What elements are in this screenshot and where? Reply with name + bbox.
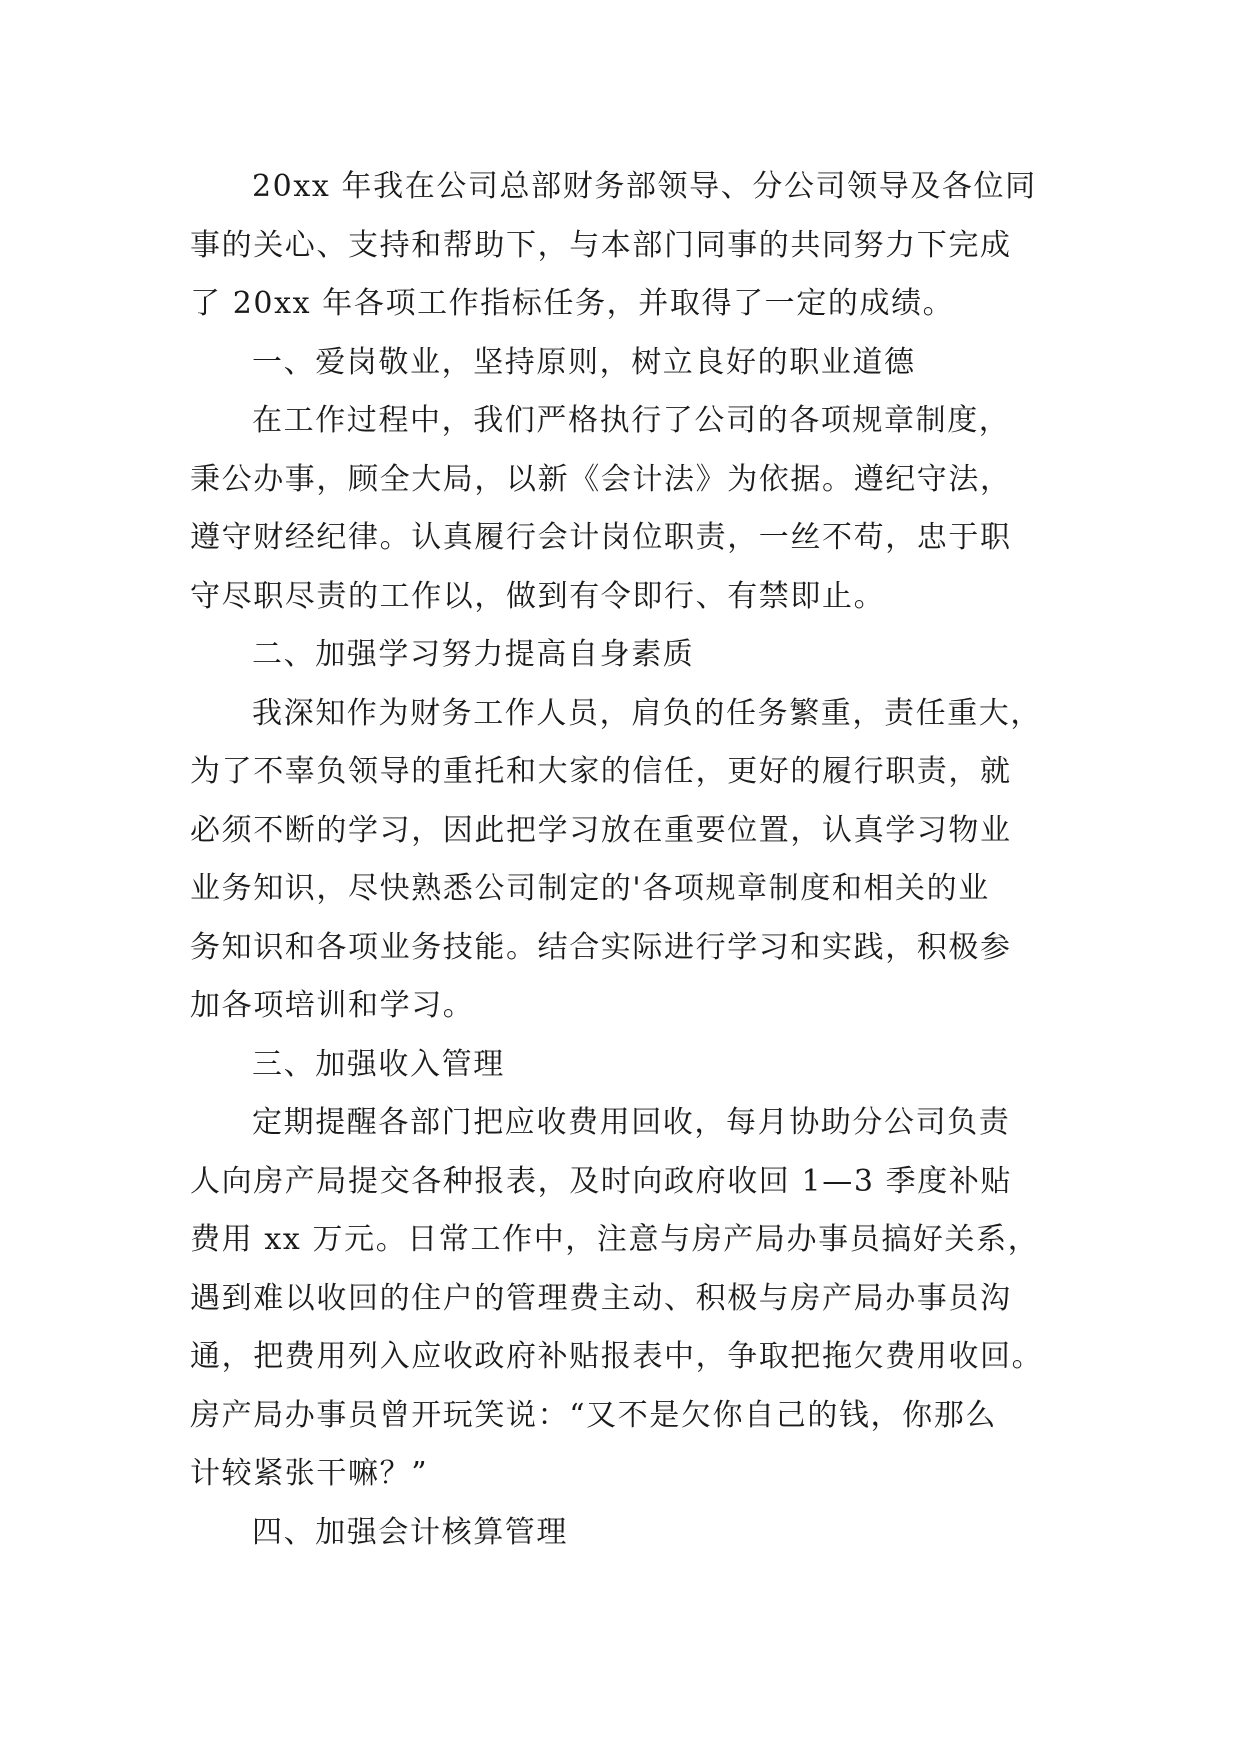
- document-body: [190, 158, 1050, 1562]
- paragraph-section-3-line: 通，把费用列入应收政府补贴报表中，争取把拖欠费用收回。: [190, 1339, 1044, 1374]
- paragraph-section-2-line: 为了不辜负领导的重托和大家的信任，更好的履行职责，就: [190, 754, 1012, 789]
- section-heading-4: 四、加强会计核算管理: [252, 1514, 568, 1550]
- paragraph-section-2-line: 加各项培训和学习。: [190, 988, 475, 1023]
- paragraph-section-1-line: 秉公办事，顾全大局，以新《会计法》为依据。遵纪守法，: [190, 461, 1012, 497]
- paragraph-intro-line: 20xx 年我在公司总部财务部领导、分公司领导及各位同: [252, 169, 1037, 204]
- section-heading-2: 二、加强学习努力提高自身素质: [252, 637, 695, 672]
- paragraph-section-2-line: 务知识和各项业务技能。结合实际进行学习和实践，积极参: [190, 929, 1012, 965]
- paragraph-section-3-line: 计较紧张干嘛？”: [190, 1456, 429, 1491]
- paragraph-section-3-line: 房产局办事员曾开玩笑说：“又不是欠你自己的钱，你那么: [190, 1397, 997, 1433]
- section-heading-1: 一、爱岗敬业，坚持原则，树立良好的职业道德: [252, 344, 916, 380]
- paragraph-section-1-line: 遵守财经纪律。认真履行会计岗位职责，一丝不苟，忠于职: [190, 520, 1012, 555]
- paragraph-section-3-line: 人向房产局提交各种报表，及时向政府收回 1—3 季度补贴: [190, 1163, 1013, 1199]
- paragraph-section-1-line: 在工作过程中，我们严格执行了公司的各项规章制度，: [252, 403, 1011, 438]
- paragraph-section-1-line: 守尽职尽责的工作以，做到有令即行、有禁即止。: [190, 578, 886, 614]
- paragraph-section-2-line: 必须不断的学习，因此把学习放在重要位置，认真学习物业: [190, 812, 1012, 848]
- paragraph-section-3-line: 费用 xx 万元。日常工作中，注意与房产局办事员搞好关系，: [190, 1222, 1040, 1257]
- paragraph-section-2-line: 我深知作为财务工作人员，肩负的任务繁重，责任重大，: [252, 695, 1042, 731]
- paragraph-section-2-line: 业务知识，尽快熟悉公司制定的'各项规章制度和相关的业: [190, 871, 990, 906]
- paragraph-intro-line: 了 20xx 年各项工作指标任务，并取得了一定的成绩。: [190, 286, 955, 321]
- paragraph-section-3-line: 定期提醒各部门把应收费用回收，每月协助分公司负责: [252, 1105, 1011, 1140]
- paragraph-section-3-line: 遇到难以收回的住户的管理费主动、积极与房产局办事员沟: [190, 1280, 1012, 1316]
- section-heading-3: 三、加强收入管理: [252, 1046, 505, 1082]
- paragraph-intro-line: 事的关心、支持和帮助下，与本部门同事的共同努力下完成: [190, 227, 1012, 263]
